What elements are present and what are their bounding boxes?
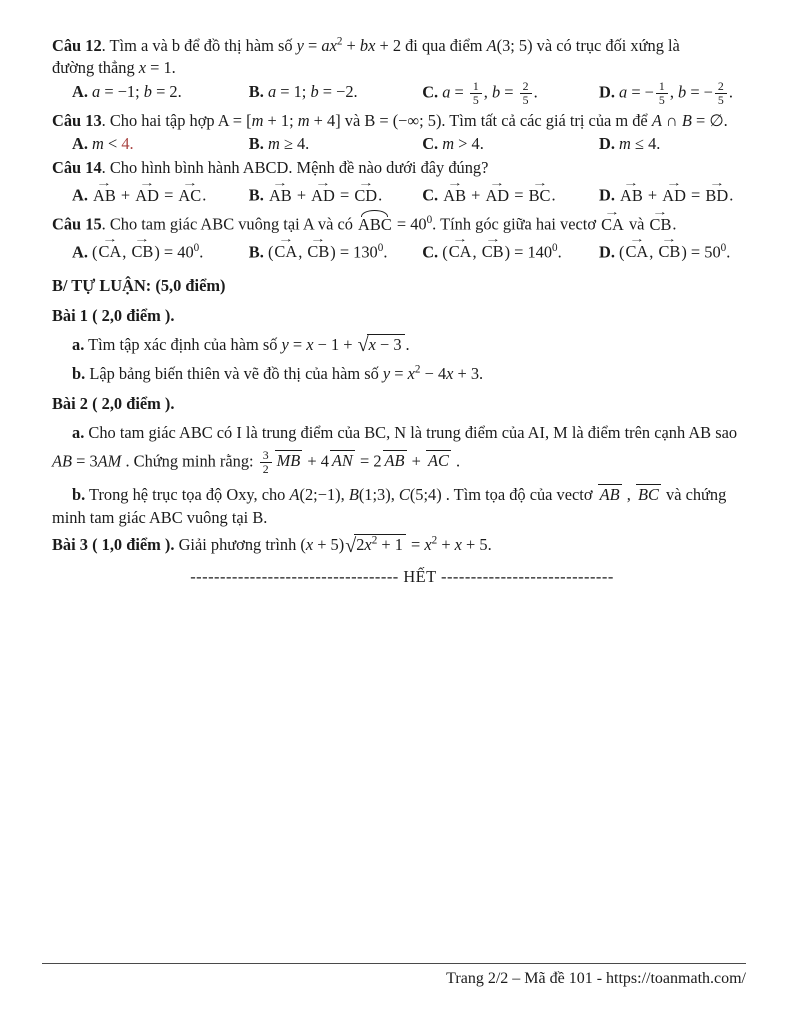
text-run: . Cho tam giác ABC vuông tại A và có <box>101 214 358 234</box>
fraction-numerator: 2 <box>715 80 727 94</box>
text-run: = <box>159 185 178 205</box>
question-15 <box>52 209 752 235</box>
text-run: = −2. <box>318 82 358 102</box>
text-run: 2 <box>356 535 365 555</box>
bold-label: Bài 2 ( 2,0 điểm ). <box>52 394 175 414</box>
superscript: 2 <box>371 535 378 547</box>
math-variable: y <box>281 335 289 355</box>
vector-letters: CA <box>274 242 298 262</box>
text-run: ( <box>92 242 98 262</box>
text-run: đường thẳng <box>52 58 139 77</box>
option-label: C. <box>422 82 439 102</box>
text-run: = <box>510 185 528 205</box>
option-d <box>599 80 752 107</box>
math-variable: m <box>267 134 280 154</box>
text-run: . <box>728 82 733 102</box>
vector-arrow-notation <box>626 237 649 261</box>
option-c <box>422 237 599 263</box>
question-15-options <box>52 237 752 263</box>
text-run: Giải phương trình ( <box>174 535 306 555</box>
vector-overline-notation: BC <box>637 485 659 505</box>
text-run: = 40 <box>392 214 427 234</box>
text-run: = ∅. <box>691 111 728 131</box>
superscript: 2 <box>336 35 343 48</box>
math-variable: x <box>454 535 462 555</box>
vector-arrow-notation <box>99 237 122 261</box>
option-label: B. <box>248 82 264 102</box>
text-run: − 4 <box>420 364 447 384</box>
text-run: . <box>383 242 388 262</box>
math-variable: x <box>446 364 454 384</box>
option-d <box>599 180 752 206</box>
text-run: ----------------------------------- HẾT ----------------------------- <box>190 567 614 587</box>
vector-letters: AD <box>485 185 510 205</box>
text-run: . <box>726 242 731 262</box>
math-square-root <box>358 334 405 355</box>
math-variable: m <box>297 111 310 131</box>
text-run: ≥ 4. <box>279 134 310 154</box>
text-run: . Tìm a và b để đồ thị hàm số <box>101 36 297 55</box>
option-label: A. <box>72 82 88 102</box>
text-run: Tìm tập xác định của hàm số <box>84 335 282 355</box>
option-label: D. <box>598 185 615 205</box>
vector-overline-notation: AN <box>331 451 353 471</box>
vector-letters: AD <box>662 185 686 205</box>
text-run: . <box>451 451 461 471</box>
option-label: C. <box>422 134 439 154</box>
text-run: − 3 <box>375 335 402 355</box>
vector-letters: CB <box>658 242 681 262</box>
math-variable: b <box>678 82 687 102</box>
vector-letters: CA <box>601 214 624 234</box>
option-label: B. <box>248 185 264 205</box>
text-run: , <box>298 242 307 262</box>
vector-letters: AD <box>311 185 335 205</box>
vector-letters: BC <box>528 185 551 205</box>
math-variable: a <box>442 82 451 102</box>
text-run: = <box>500 82 518 102</box>
superscript: 0 <box>552 241 558 254</box>
bai-3 <box>52 534 752 555</box>
text-run: ∩ <box>661 111 682 131</box>
text-run: + <box>407 451 425 471</box>
text-run: Trong hệ trục tọa độ Oxy, cho <box>85 485 290 505</box>
text-run: . <box>533 82 538 102</box>
bold-label: b. <box>72 364 86 384</box>
vector-arrow-notation <box>482 237 504 261</box>
text-run: ( <box>442 242 448 262</box>
text-run: = − <box>627 82 654 102</box>
bold-label: b. <box>72 485 86 505</box>
fraction-denominator: 5 <box>717 93 724 108</box>
vector-arrow-notation <box>307 237 329 261</box>
math-variable: b <box>310 82 319 102</box>
question-12-line-2 <box>52 57 752 78</box>
math-variable: A <box>289 485 300 505</box>
vector-arrow-notation <box>658 237 680 261</box>
vector-arrow-notation <box>274 237 297 261</box>
sqrt-radicand <box>367 334 405 353</box>
math-variable: x <box>424 535 432 555</box>
text-run: − 1 + <box>313 335 357 355</box>
text-run: + 1; <box>263 111 298 131</box>
text-run: (1;3), <box>358 485 399 505</box>
text-run: , <box>622 485 635 505</box>
option-d <box>599 237 752 263</box>
text-run: ≤ 4. <box>630 134 661 154</box>
section-bai-2 <box>52 393 752 414</box>
vector-overline-notation: AB <box>599 485 620 505</box>
vector-letters: BD <box>705 185 729 205</box>
option-label: B. <box>248 134 264 154</box>
section-tu-luan <box>52 275 752 296</box>
option-a <box>72 81 249 102</box>
vector-arrow-notation <box>178 180 201 204</box>
option-label: B. <box>248 242 264 262</box>
superscript: 0 <box>426 214 433 227</box>
math-variable: x <box>306 335 314 355</box>
exam-body <box>52 34 752 587</box>
option-c <box>422 80 599 107</box>
option-c <box>422 180 599 206</box>
text-run: . Cho hai tập hợp A = [ <box>101 111 252 131</box>
text-run: (3; 5) và có trục đối xứng là <box>496 36 680 55</box>
vector-arrow-notation <box>269 180 292 204</box>
option-c <box>422 133 599 154</box>
text-run: . Cho hình bình hành ABCD. Mệnh đề nào dưới đây đúng? <box>101 158 489 178</box>
text-run: + 4] và B = (−∞; 5). Tìm tất cả các giá trị của m để <box>309 111 652 131</box>
superscript: 0 <box>377 241 384 254</box>
text-run: = <box>686 185 705 205</box>
text-run: + 1 <box>377 535 403 555</box>
text-run: = <box>406 535 425 555</box>
vector-arrow-notation <box>135 180 159 204</box>
math-variable: a <box>92 82 101 102</box>
bai-1b <box>52 363 752 384</box>
text-run: ) <box>338 535 345 555</box>
fraction-denominator: 2 <box>262 462 269 477</box>
bold-label: Bài 3 ( 1,0 điểm ). <box>52 535 175 555</box>
het-divider <box>52 566 752 587</box>
option-a <box>72 237 249 263</box>
vector-arrow-notation <box>443 180 466 204</box>
bai-2a-line-2 <box>52 449 752 476</box>
bold-label: a. <box>72 335 85 355</box>
math-variable: bx <box>359 36 376 55</box>
bold-label: Câu 14 <box>52 158 102 178</box>
vector-arrow-notation <box>93 180 116 204</box>
text-run: . <box>557 242 562 262</box>
text-run: và <box>624 214 649 234</box>
text-run: = − <box>686 82 713 102</box>
text-run: > 4. <box>454 134 484 154</box>
text-run: + 3. <box>453 364 484 384</box>
math-variable: m <box>619 134 631 154</box>
vector-arrow-notation <box>650 209 672 233</box>
math-variable: ax <box>321 36 337 55</box>
math-variable: A <box>486 36 497 55</box>
text-run: (2;−1), <box>299 485 349 505</box>
text-run: = <box>335 185 354 205</box>
text-run: + 4 <box>303 451 329 471</box>
math-variable: m <box>92 134 104 154</box>
text-run: + 5. <box>461 535 492 555</box>
math-variable: x <box>368 335 376 355</box>
fraction-numerator: 2 <box>520 80 532 94</box>
vector-overline-notation: AB <box>384 451 405 471</box>
vector-overline-notation: MB <box>276 451 301 471</box>
text-run: ) = 40 <box>154 242 194 262</box>
text-run: . <box>378 185 383 205</box>
text-run: = −1; <box>100 82 144 102</box>
question-13 <box>52 110 752 131</box>
vector-letters: CD <box>354 185 378 205</box>
text-run: . <box>729 185 734 205</box>
superscript: 0 <box>720 241 727 254</box>
text-run: = <box>303 36 322 55</box>
vector-letters: AB <box>620 185 643 205</box>
math-variable: B <box>348 485 359 505</box>
text-run: , <box>669 82 679 102</box>
text-run: + 5 <box>313 535 339 555</box>
footer-page-info: Trang 2/2 – Mã đề 101 - https://toanmath.com/ <box>446 970 746 987</box>
text-run: . Chứng minh rằng: <box>121 451 258 471</box>
text-run: + <box>292 185 311 205</box>
option-d <box>599 133 752 154</box>
bai-2a-line-1 <box>52 422 752 443</box>
fraction-denominator: 5 <box>522 93 529 108</box>
text-run: Lập bảng biến thiên và vẽ đồ thị của hàm số <box>85 364 383 384</box>
vector-overline-notation: AC <box>428 451 449 471</box>
vector-letters: AB <box>93 185 116 205</box>
text-run: ( <box>619 242 625 262</box>
vector-arrow-notation <box>449 237 472 261</box>
text-run: ) = 140 <box>504 242 553 262</box>
text-run: + <box>643 185 662 205</box>
text-run: , <box>122 242 131 262</box>
superscript: 2 <box>431 535 438 547</box>
text-run: < <box>103 134 122 154</box>
option-label: A. <box>72 242 88 262</box>
vector-letters: AB <box>268 185 292 205</box>
vector-letters: CB <box>481 242 504 262</box>
math-variable: x <box>407 364 415 384</box>
vector-arrow-notation <box>529 180 551 204</box>
option-a <box>72 180 249 206</box>
superscript: 0 <box>193 241 200 254</box>
vector-arrow-notation <box>132 237 154 261</box>
text-run: = 2 <box>355 451 382 471</box>
text-run: = 3 <box>72 451 98 471</box>
math-fraction <box>715 80 727 107</box>
sqrt-radicand <box>354 534 406 553</box>
vector-letters: CB <box>307 242 330 262</box>
question-12-options <box>52 80 752 107</box>
bold-label: B/ TỰ LUẬN: (5,0 điểm) <box>52 276 226 296</box>
vector-letters: AD <box>135 185 159 205</box>
math-variable: AM <box>97 451 122 471</box>
vector-arrow-notation <box>354 180 377 204</box>
math-fraction <box>260 449 272 476</box>
math-square-root <box>345 534 406 555</box>
option-b <box>249 81 422 102</box>
text-run: , <box>649 242 658 262</box>
vector-arrow-notation <box>620 180 643 204</box>
vector-arrow-notation <box>705 180 728 204</box>
vector-arrow-notation <box>662 180 686 204</box>
text-run: , <box>483 82 492 102</box>
text-run: Cho tam giác ABC có I là trung điểm của BC, N là trung điểm của AI, M là điểm trên cạnh AB sao <box>84 423 738 443</box>
bai-2b-line-1 <box>52 484 752 505</box>
vector-letters: CB <box>131 242 154 262</box>
option-b <box>249 180 422 206</box>
math-variable: B <box>681 111 692 131</box>
vector-arrow-notation <box>311 180 335 204</box>
angle-letters: ABC <box>358 214 392 234</box>
vector-arrow-notation <box>485 180 509 204</box>
text-run: và chứng <box>661 485 727 505</box>
option-label: A. <box>72 134 88 154</box>
option-label: D. <box>598 242 615 262</box>
math-variable: x <box>305 535 314 555</box>
math-variable: x <box>138 58 147 77</box>
text-run: + <box>116 185 135 205</box>
question-12-line-1 <box>52 35 752 56</box>
text-run: = <box>450 82 468 102</box>
superscript: 2 <box>414 363 421 376</box>
fraction-denominator: 5 <box>658 93 665 108</box>
math-variable: m <box>251 111 264 131</box>
bold-label: Câu 12 <box>52 36 102 55</box>
option-b <box>249 237 422 263</box>
text-run: + <box>467 185 485 205</box>
vector-letters: AC <box>178 185 202 205</box>
math-variable: A <box>651 111 662 131</box>
option-b <box>249 133 422 154</box>
vector-letters: CB <box>649 214 672 234</box>
math-variable: AB <box>52 451 73 471</box>
bold-label: Câu 15 <box>52 214 102 234</box>
vector-letters: CA <box>625 242 649 262</box>
math-variable: a <box>267 82 277 102</box>
question-14 <box>52 157 752 178</box>
bold-label: Bài 1 ( 2,0 điểm ). <box>52 306 175 326</box>
bold-label: Câu 13 <box>52 111 102 131</box>
angle-arc-notation <box>358 209 392 233</box>
text-run: . <box>199 242 204 262</box>
math-variable: y <box>382 364 391 384</box>
option-a <box>72 133 249 154</box>
text-run: ) = 130 <box>330 242 378 262</box>
text-run: , <box>472 242 481 262</box>
fraction-numerator: 3 <box>260 449 272 463</box>
vector-letters: AB <box>443 185 467 205</box>
math-variable: a <box>619 82 628 102</box>
text-run: ) = 50 <box>681 242 721 262</box>
text-run: ( <box>267 242 274 262</box>
math-variable: b <box>492 82 501 102</box>
vector-arrow-notation <box>601 209 624 233</box>
math-variable: C <box>398 485 410 505</box>
option-label: D. <box>598 82 615 102</box>
text-run: = 2. <box>151 82 182 102</box>
math-fraction <box>656 80 668 107</box>
question-14-options <box>52 180 752 206</box>
text-run: = 1. <box>146 58 176 77</box>
text-run: . <box>405 335 410 355</box>
option-label: C. <box>422 185 439 205</box>
math-variable: y <box>296 36 304 55</box>
text-run: = <box>288 335 307 355</box>
answer-highlight: 4. <box>121 134 134 154</box>
text-run: + 2 đi qua điểm <box>375 36 487 55</box>
text-run: . <box>672 214 677 234</box>
bai-1a <box>52 334 752 355</box>
option-label: A. <box>72 185 88 205</box>
fraction-numerator: 1 <box>470 80 482 94</box>
text-run: = 1; <box>276 82 311 102</box>
text-run: minh tam giác ABC vuông tại B. <box>52 508 268 528</box>
text-run: . Tính góc giữa hai vectơ <box>432 214 601 234</box>
text-run: + <box>437 535 455 555</box>
math-fraction <box>520 80 532 107</box>
math-fraction <box>470 80 482 107</box>
vector-letters: CA <box>448 242 472 262</box>
text-run: . <box>551 185 556 205</box>
option-label: C. <box>422 242 439 262</box>
bai-2b-line-2 <box>52 507 752 528</box>
math-variable: m <box>442 134 455 154</box>
page-footer <box>42 963 746 989</box>
text-run: (5;4) . Tìm tọa độ của vectơ <box>409 485 597 505</box>
section-bai-1 <box>52 305 752 326</box>
option-label: D. <box>598 134 615 154</box>
math-variable: b <box>143 82 152 102</box>
bold-label: a. <box>72 423 85 443</box>
vector-letters: CA <box>98 242 122 262</box>
math-variable: x <box>364 535 372 555</box>
text-run: . <box>202 185 207 205</box>
fraction-denominator: 5 <box>472 93 479 108</box>
text-run: + <box>342 36 360 55</box>
fraction-numerator: 1 <box>656 80 668 94</box>
question-13-options <box>52 133 752 154</box>
text-run: = <box>390 364 408 384</box>
